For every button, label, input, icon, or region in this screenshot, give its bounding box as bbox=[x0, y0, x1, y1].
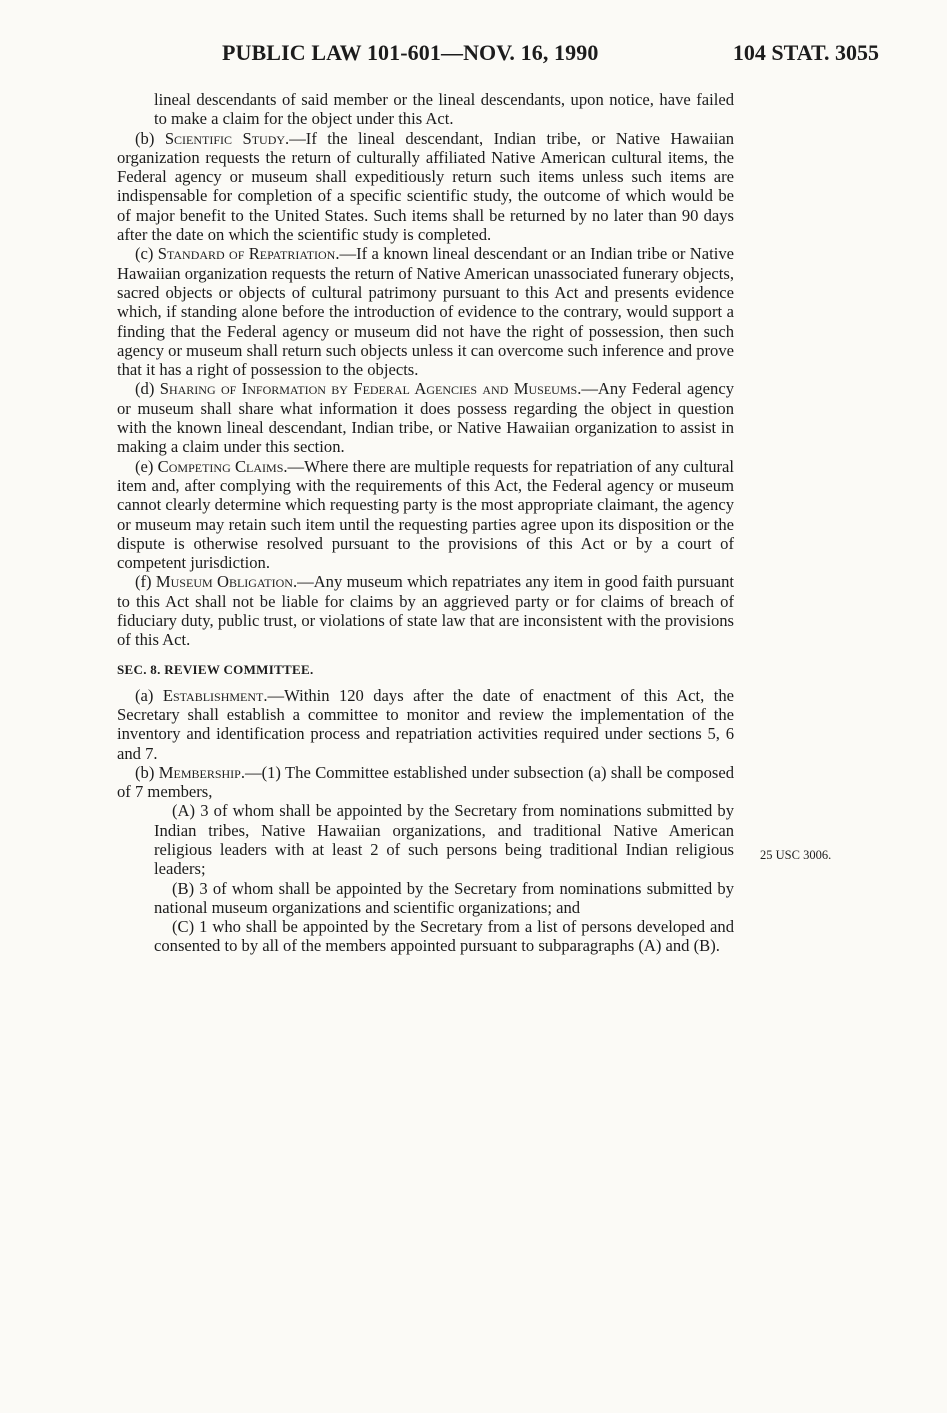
paragraph-title: Membership bbox=[158, 762, 241, 782]
paragraph-f-museum-obligation bbox=[117, 572, 734, 649]
paragraph-text: .—If a known lineal descendant or an Indian tribe or Native Hawaiian organization requests the return of Native American unassociated funerary objects, sacred objects or objects of cultural patrimony pursuant to this Act and presents evidence which, if standing alone before the introduction of evidence to the contrary, would support a finding that the Federal agency or museum did not have the right of possession, then such agency or museum shall return such objects unless it can overcome such inference and prove that it has a right of possession to the objects. bbox=[117, 244, 734, 380]
paragraph-label: (b) bbox=[135, 128, 165, 148]
paragraph-title: Scientific Study bbox=[164, 128, 286, 148]
page-number: 104 STAT. 3055 bbox=[732, 40, 879, 65]
paragraph-8b-membership bbox=[117, 763, 734, 802]
paragraph-title: Establishment bbox=[162, 685, 264, 705]
subparagraph-a: (A) 3 of whom shall be appointed by the Secretary from nominations submitted by Indian tribes, Native Hawaiian organizations, and traditional Native American religious leaders with at least 2 of such persons being traditional Indian religious leaders; bbox=[154, 801, 734, 879]
continued-paragraph: lineal descendants of said member or the lineal descendants, upon notice, have failed to make a claim for the object under this Act. bbox=[154, 90, 734, 129]
subparagraph-c: (C) 1 who shall be appointed by the Secretary from a list of persons developed and consented to by all of the members appointed pursuant to subparagraphs (A) and (B). bbox=[154, 917, 734, 956]
paragraph-text: .—Any museum which repatriates any item in good faith pursuant to this Act shall not be liable for claims by an aggrieved party or for claims of breach of fiduciary duty, public trust, or violations of state law that are inconsistent with the provisions of this Act. bbox=[117, 572, 734, 650]
paragraph-label: (a) bbox=[135, 685, 163, 705]
paragraph-8a-establishment bbox=[117, 686, 734, 763]
subparagraph-b: (B) 3 of whom shall be appointed by the Secretary from nominations submitted by national museum organizations and scientific organizations; and bbox=[154, 878, 734, 917]
section-heading: SEC. 8. REVIEW COMMITTEE. bbox=[117, 661, 314, 677]
paragraph-b-scientific-study bbox=[117, 129, 734, 245]
paragraph-title: Standard of Repatriation bbox=[157, 244, 336, 264]
page-header bbox=[0, 40, 947, 74]
paragraph-label: (b) bbox=[135, 762, 159, 782]
paragraph-text: .—Where there are multiple requests for repatriation of any cultural item and, after complying with the requirements of this Act, the Federal agency or museum cannot clearly determine which requesting party is the most appropriate claimant, the agency or museum may retain such item until the requesting parties agree upon its disposition or the dispute is otherwise resolved pursuant to the provisions of this Act or by a court of competent jurisdiction. bbox=[117, 456, 734, 573]
paragraph-title: Sharing of Information by Federal Agencies and Museums bbox=[159, 379, 578, 399]
paragraph-d-sharing-of-information bbox=[117, 379, 734, 456]
paragraph-label: (e) bbox=[135, 456, 158, 476]
paragraph-title: Museum Obligation bbox=[155, 572, 293, 592]
paragraph-label: (f) bbox=[135, 572, 156, 592]
margin-citation: 25 USC 3006. bbox=[760, 848, 832, 862]
document-body bbox=[117, 90, 734, 956]
paragraph-text: .—If the lineal descendant, Indian tribe, or Native Hawaiian organization requests the return of culturally affiliated Native American cultural items, the Federal agency or museum shall expeditiously return such items unless such items are indispensable for completion of a specific scientific study, the outcome of which would be of major benefit to the United States. Such items shall be returned by no later than 90 days after the date on which the scientific study is completed. bbox=[117, 128, 735, 245]
paragraph-text: .—(1) The Committee established under subsection (a) shall be composed of 7 members, bbox=[117, 762, 735, 802]
paragraph-label: (d) bbox=[135, 379, 160, 399]
paragraph-text: .—Any Federal agency or museum shall share what information it does possess regarding the object in question with the known lineal descendant, Indian tribe, or Native Hawaiian organization to assist in making a claim under this section. bbox=[117, 379, 734, 457]
paragraph-label: (c) bbox=[135, 244, 158, 264]
paragraph-title: Competing Claims bbox=[157, 456, 284, 476]
paragraph-e-competing-claims bbox=[117, 457, 734, 573]
running-head: PUBLIC LAW 101-601—NOV. 16, 1990 bbox=[222, 40, 599, 65]
paragraph-c-standard-of-repatriation bbox=[117, 244, 734, 379]
paragraph-text: .—Within 120 days after the date of enactment of this Act, the Secretary shall establish a committee to monitor and review the implementation of the inventory and identification process and repatriation activities required under sections 5, 6 and 7. bbox=[117, 685, 734, 763]
